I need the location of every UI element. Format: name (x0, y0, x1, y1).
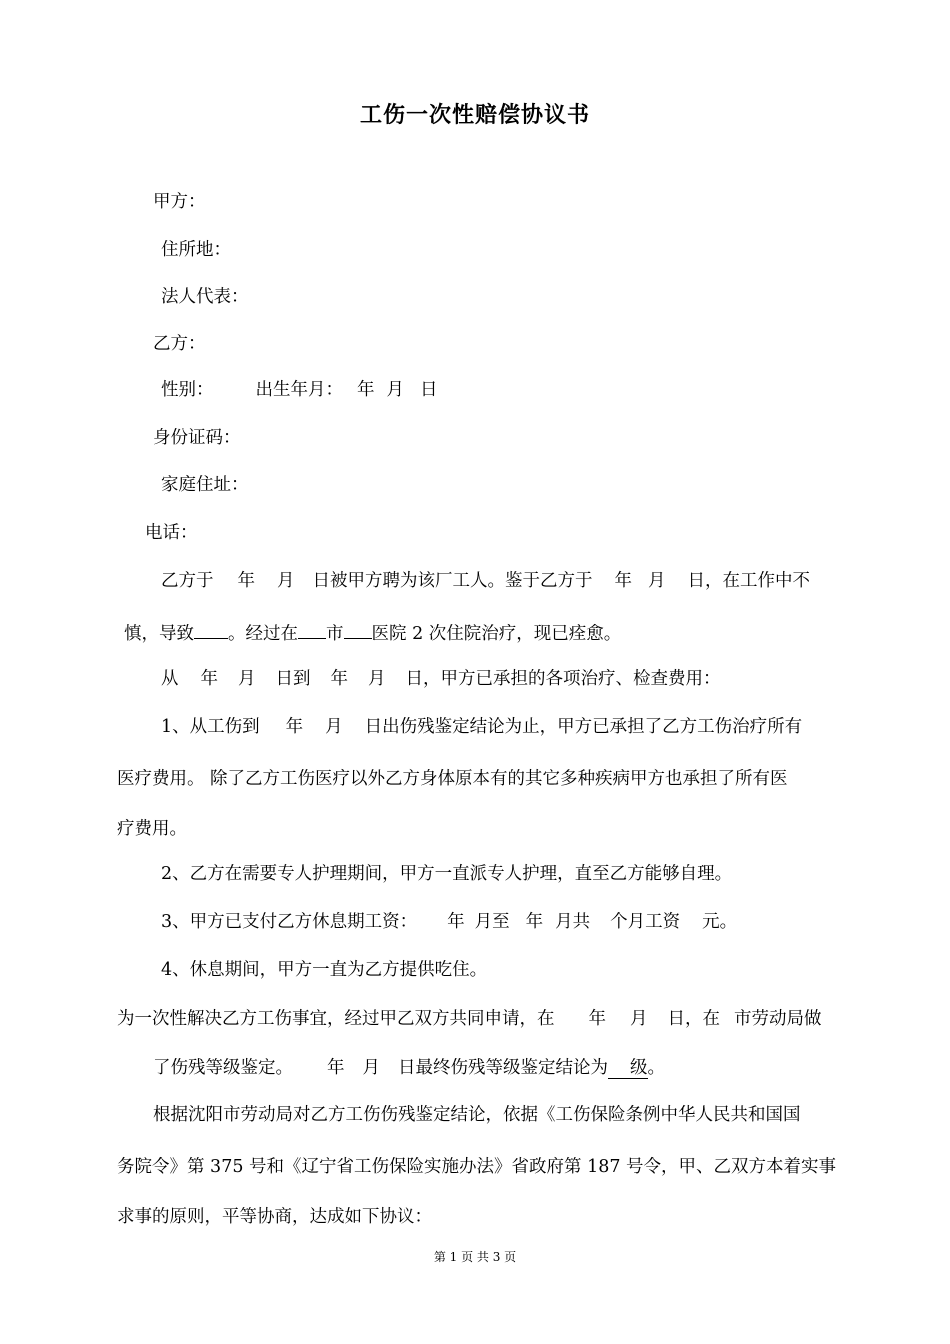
p3-year: 年 (327, 1058, 345, 1078)
item3-text: 月至 (474, 912, 510, 932)
p2-text: 日到 (275, 669, 311, 689)
p2-year: 年 (330, 669, 348, 689)
item-1-line-3: 疗费用。 (117, 819, 187, 839)
p1-text: 。经过在 (228, 624, 298, 644)
party-a-label: 甲方： (153, 192, 206, 212)
item-3 (161, 910, 737, 934)
birth-day: 日 (420, 380, 438, 400)
p3-text: 为一次性解决乙方工伤事宜，经过甲乙双方共同申请，在 (117, 1009, 555, 1029)
blank-underline (344, 620, 372, 639)
item1-year: 年 (285, 717, 304, 737)
gender-label: 性别： (161, 380, 214, 400)
party-b-label: 乙方： (153, 334, 206, 354)
p2-month: 月 (238, 669, 256, 689)
item1-text: 日出伤残鉴定结论为止，甲方已承担了乙方工伤治疗所有 (364, 717, 803, 737)
disability-grade (608, 1058, 648, 1079)
birth-month: 月 (386, 380, 404, 400)
paragraph-1-line-2 (124, 620, 621, 646)
p3-text: 日，在 (667, 1009, 720, 1029)
item-1-line-2: 医疗费用。 除了乙方工伤医疗以外乙方身体原本有的其它多种疾病甲方也承担了所有医 (117, 769, 788, 789)
paragraph-3-line-2 (153, 1056, 665, 1080)
paragraph-1-line-1 (161, 569, 810, 593)
p2-text: 日，甲方已承担的各项治疗、检查费用： (405, 669, 721, 689)
paragraph-4-line-2: 务院令》第 375 号和《辽宁省工伤保险实施办法》省政府第 187 号令，甲、乙双方本着实事 (117, 1157, 837, 1177)
birth-label: 出生年月： (255, 380, 343, 400)
item3-text: 月共 (555, 912, 591, 932)
p3-text: 市劳动局做 (734, 1009, 822, 1029)
item3-text: 3、甲方已支付乙方休息期工资： (161, 912, 418, 932)
p2-text: 从 (161, 669, 179, 689)
p3-month: 月 (362, 1058, 380, 1078)
item-4: 4、休息期间，甲方一直为乙方提供吃住。 (161, 960, 488, 980)
party-b-gender-birth (161, 378, 438, 402)
p3-text: 日最终伤残等级鉴定结论为 (398, 1058, 608, 1078)
party-b-id-label: 身份证码： (153, 428, 241, 448)
p1-text: 医院 2 次住院治疗，现已痊愈。 (371, 624, 622, 644)
p3-text: 。 (647, 1058, 665, 1078)
p2-month: 月 (368, 669, 386, 689)
p1-year: 年 (237, 571, 255, 591)
item3-year: 年 (447, 912, 465, 932)
party-b-home-label: 家庭住址： (161, 475, 249, 495)
blank-underline (298, 620, 326, 639)
p1-text: 乙方于 (161, 571, 214, 591)
item-2: 2、乙方在需要专人护理期间，甲方一直派专人护理，直至乙方能够自理。 (161, 864, 733, 884)
document-title: 工伤一次性赔偿协议书 (359, 102, 590, 128)
p3-year: 年 (588, 1009, 606, 1029)
paragraph-4-line-1: 根据沈阳市劳动局对乙方工伤伤残鉴定结论，依据《工伤保险条例中华人民共和国国 (153, 1105, 801, 1125)
blank-underline (194, 620, 228, 639)
p1-text: 慎，导致 (124, 624, 194, 644)
p1-month: 月 (277, 571, 295, 591)
paragraph-4-line-3: 求事的原则，平等协商，达成如下协议： (117, 1207, 432, 1227)
page-footer: 第 1 页 共 3 页 (433, 1250, 517, 1264)
party-b-phone-label: 电话： (145, 523, 198, 543)
item3-year: 年 (525, 912, 544, 932)
item1-month: 月 (325, 717, 343, 737)
p2-year: 年 (200, 669, 218, 689)
p3-month: 月 (630, 1009, 648, 1029)
paragraph-2 (161, 667, 721, 691)
p1-text: 日被甲方聘为该厂工人。鉴于乙方于 (312, 571, 593, 591)
p1-year: 年 (614, 571, 632, 591)
item3-text: 元。 (702, 912, 738, 932)
paragraph-3-line-1 (117, 1007, 822, 1031)
item3-text: 个月工资 (610, 912, 681, 932)
p1-text: 日，在工作中不 (687, 571, 810, 591)
p1-month: 月 (648, 571, 666, 591)
p3-text: 了伤残等级鉴定。 (153, 1058, 293, 1078)
disability-grade-text: 级 (630, 1058, 648, 1078)
item-1-line-1 (161, 715, 802, 739)
party-a-legal-rep-label: 法人代表： (161, 287, 249, 307)
item1-text: 1、从工伤到 (161, 717, 260, 737)
birth-year: 年 (357, 380, 375, 400)
party-a-address-label: 住所地： (161, 240, 231, 260)
p1-text: 市 (326, 624, 344, 644)
